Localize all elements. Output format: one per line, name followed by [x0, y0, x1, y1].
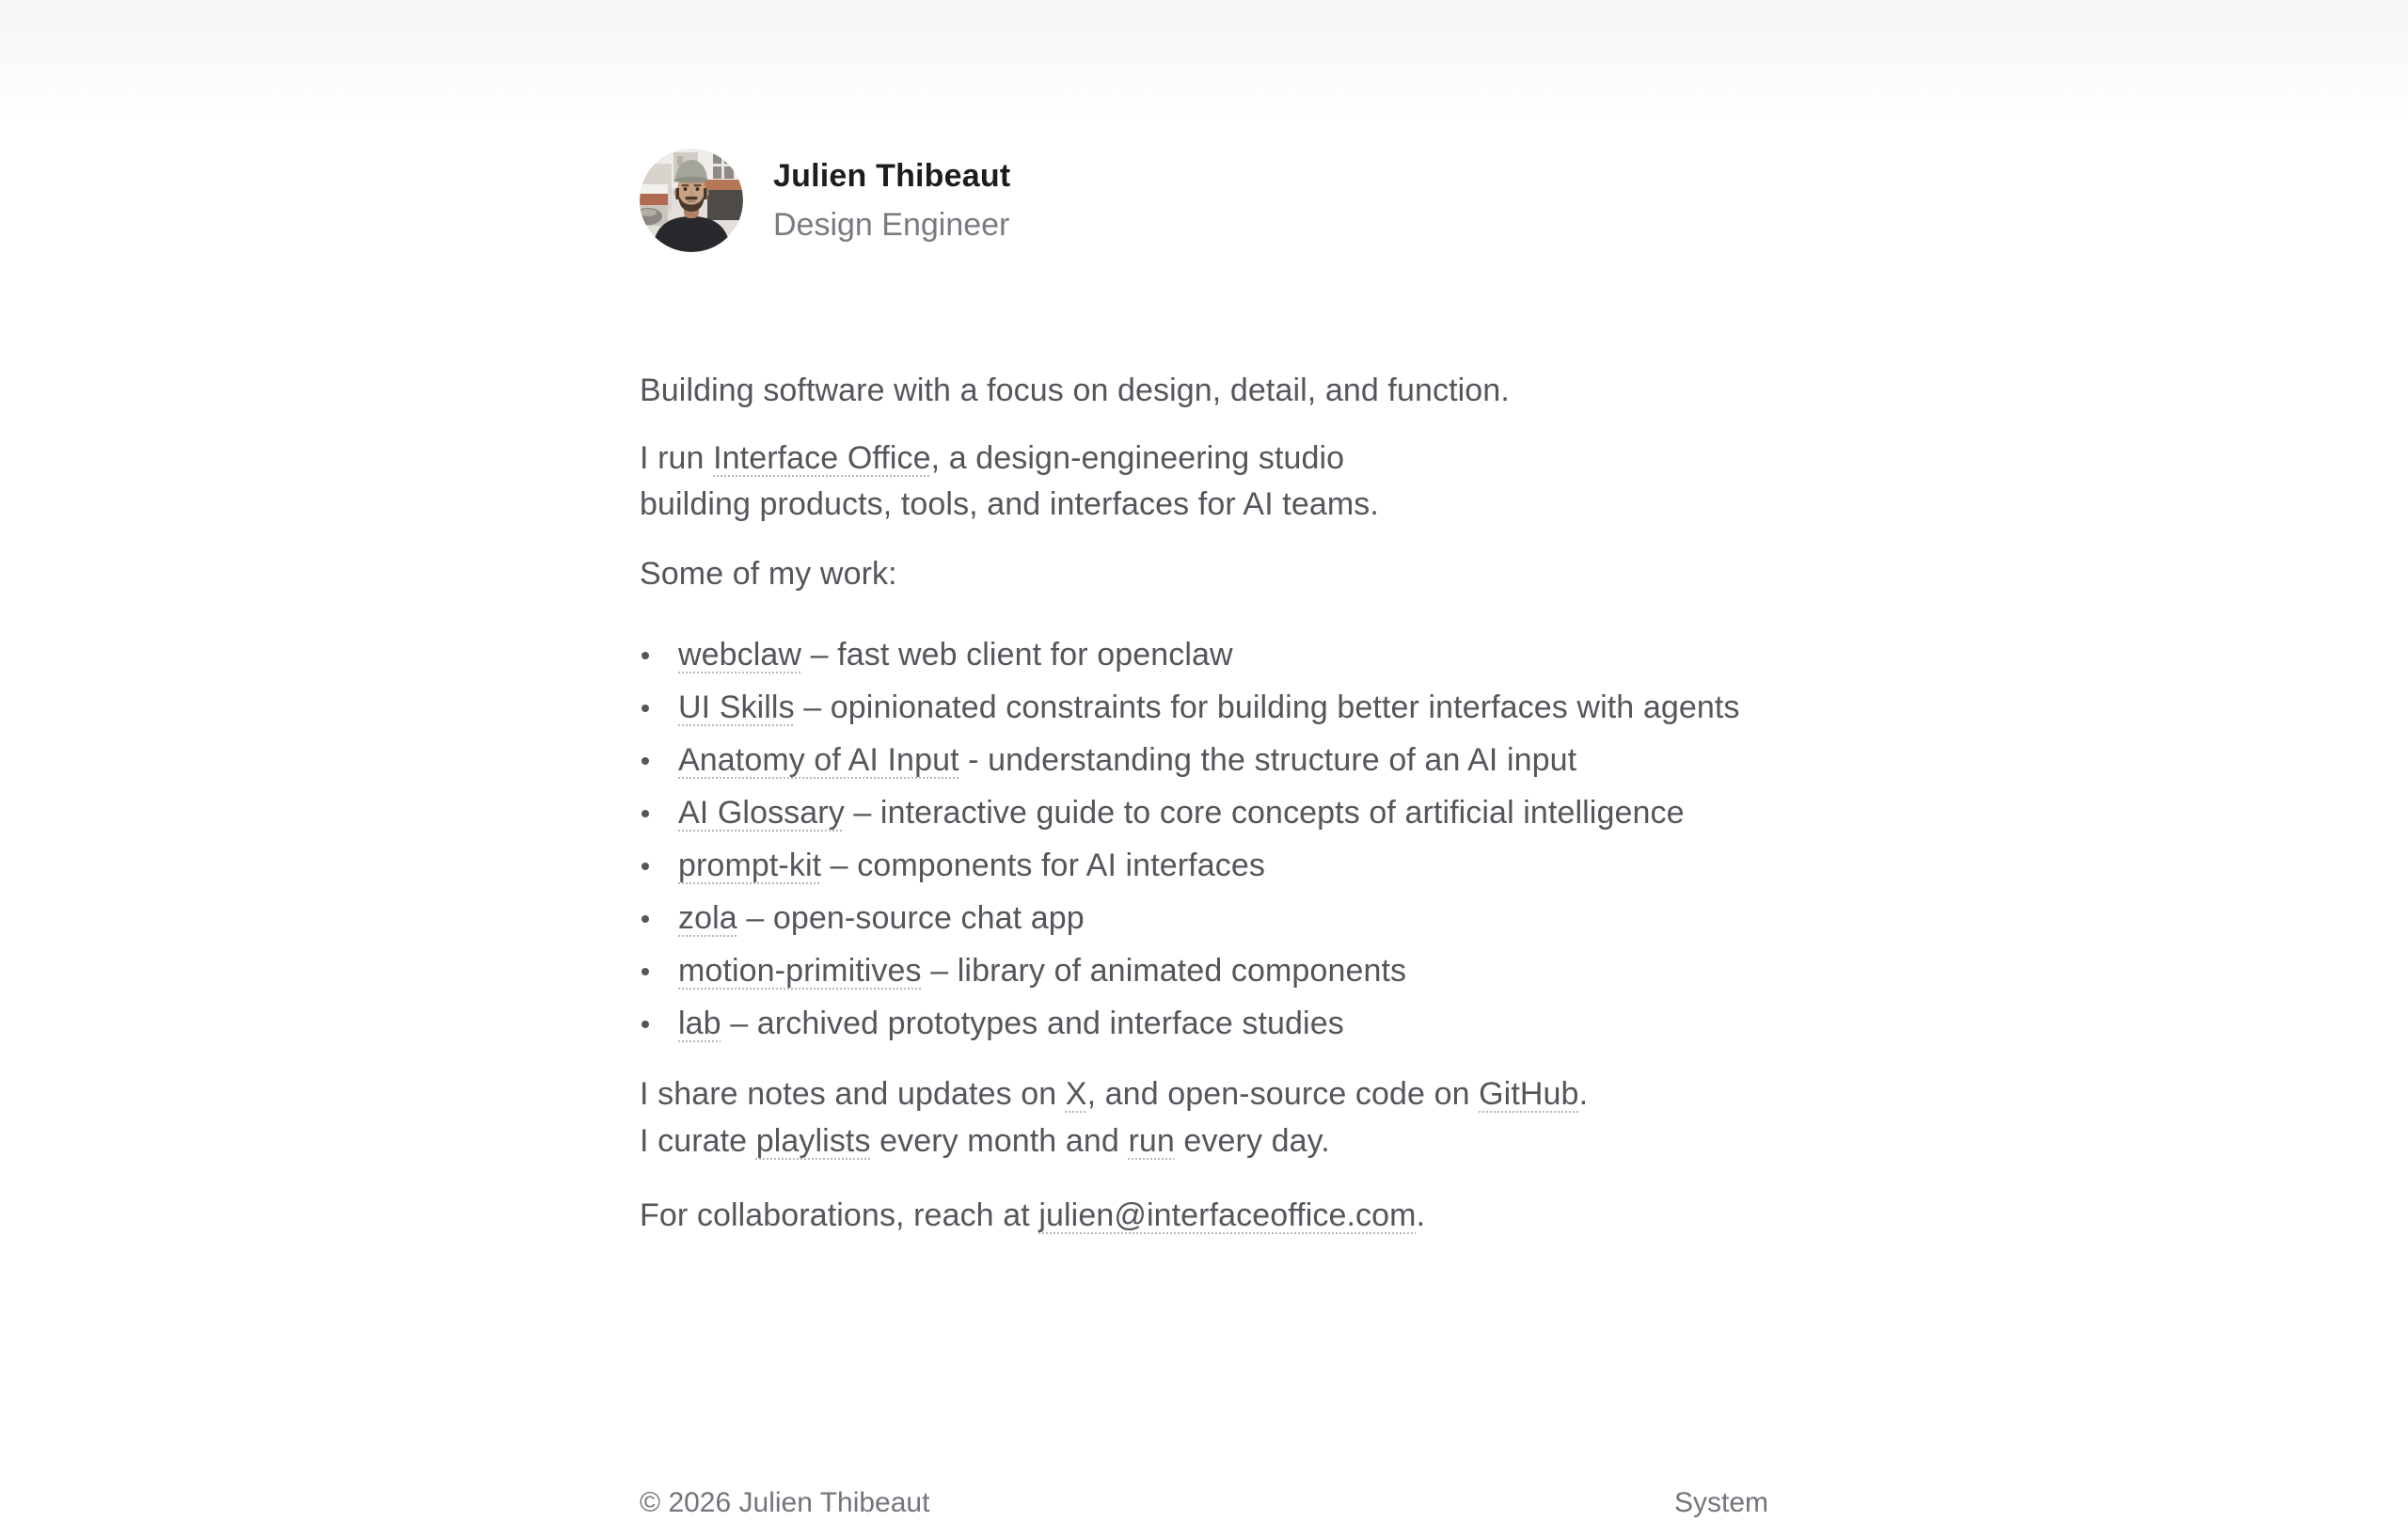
work-heading — [640, 551, 1768, 597]
item-description: – opinionated constraints for building better interfaces with agents — [794, 689, 1740, 725]
intro-text: Building software with a focus on design, detail, and function. — [640, 372, 1510, 408]
item-description: – components for AI interfaces — [821, 848, 1265, 883]
social-pre1: I share notes and updates on — [640, 1076, 1066, 1112]
copyright-text: © 2026 Julien Thibeaut — [640, 1487, 930, 1518]
contact-end: . — [1416, 1197, 1426, 1233]
profile-header — [640, 149, 1010, 252]
profile-name: Julien Thibeaut — [773, 158, 1011, 194]
social-mid2: every month and — [870, 1123, 1129, 1159]
motion-primitives-link[interactable]: motion-primitives — [678, 953, 922, 989]
social-end2: every day. — [1174, 1123, 1330, 1159]
main-content — [640, 0, 1768, 1518]
item-description: – open-source chat app — [737, 900, 1085, 936]
social-pre2: I curate — [640, 1123, 756, 1159]
zola-link[interactable]: zola — [678, 900, 737, 936]
item-description: – archived prototypes and interface studies — [721, 1006, 1344, 1041]
interface-office-link[interactable]: Interface Office — [713, 440, 931, 476]
studio-line2: building products, tools, and interfaces for AI teams. — [640, 486, 1379, 522]
intro-paragraph — [640, 368, 1768, 414]
item-description: - understanding the structure of an AI input — [958, 742, 1577, 778]
item-description: – fast web client for openclaw — [801, 637, 1233, 673]
anatomy-of-ai-input-link[interactable]: Anatomy of AI Input — [678, 742, 959, 778]
playlists-link[interactable]: playlists — [755, 1123, 871, 1159]
contact-paragraph — [640, 1193, 1768, 1239]
identity-block — [773, 151, 1010, 249]
list-item — [640, 892, 1768, 944]
ui-skills-link[interactable]: UI Skills — [678, 689, 795, 725]
studio-mid: , a design-engineering studio — [930, 440, 1345, 476]
github-link[interactable]: GitHub — [1479, 1076, 1579, 1112]
studio-pre: I run — [640, 440, 714, 476]
contact-pre: For collaborations, reach at — [640, 1197, 1039, 1233]
prompt-kit-link[interactable]: prompt-kit — [678, 848, 822, 883]
social-end1: . — [1578, 1076, 1589, 1112]
run-link[interactable]: run — [1128, 1123, 1175, 1159]
list-item — [640, 681, 1768, 734]
list-item — [640, 734, 1768, 786]
profile-role: Design Engineer — [773, 207, 1010, 243]
ai-glossary-link[interactable]: AI Glossary — [678, 795, 845, 831]
work-heading-text: Some of my work: — [640, 556, 897, 592]
theme-toggle-system[interactable]: System — [1674, 1485, 1768, 1521]
social-mid1: , and open-source code on — [1086, 1076, 1480, 1112]
list-item — [640, 944, 1768, 997]
item-description: – interactive guide to core concepts of artificial intelligence — [844, 795, 1685, 831]
webclaw-link[interactable]: webclaw — [678, 637, 802, 673]
list-item — [640, 628, 1768, 681]
avatar-photo — [640, 149, 743, 252]
studio-paragraph — [640, 436, 1768, 528]
footer — [640, 1485, 1768, 1521]
social-paragraph — [640, 1070, 1768, 1165]
list-item — [640, 839, 1768, 892]
list-item — [640, 786, 1768, 839]
lab-link[interactable]: lab — [678, 1006, 721, 1041]
email-link[interactable]: julien@interfaceoffice.com — [1038, 1197, 1417, 1233]
x-link[interactable]: X — [1065, 1076, 1087, 1112]
avatar — [640, 149, 743, 252]
item-description: – library of animated components — [921, 953, 1407, 989]
work-list — [640, 628, 1768, 1050]
list-item — [640, 997, 1768, 1050]
